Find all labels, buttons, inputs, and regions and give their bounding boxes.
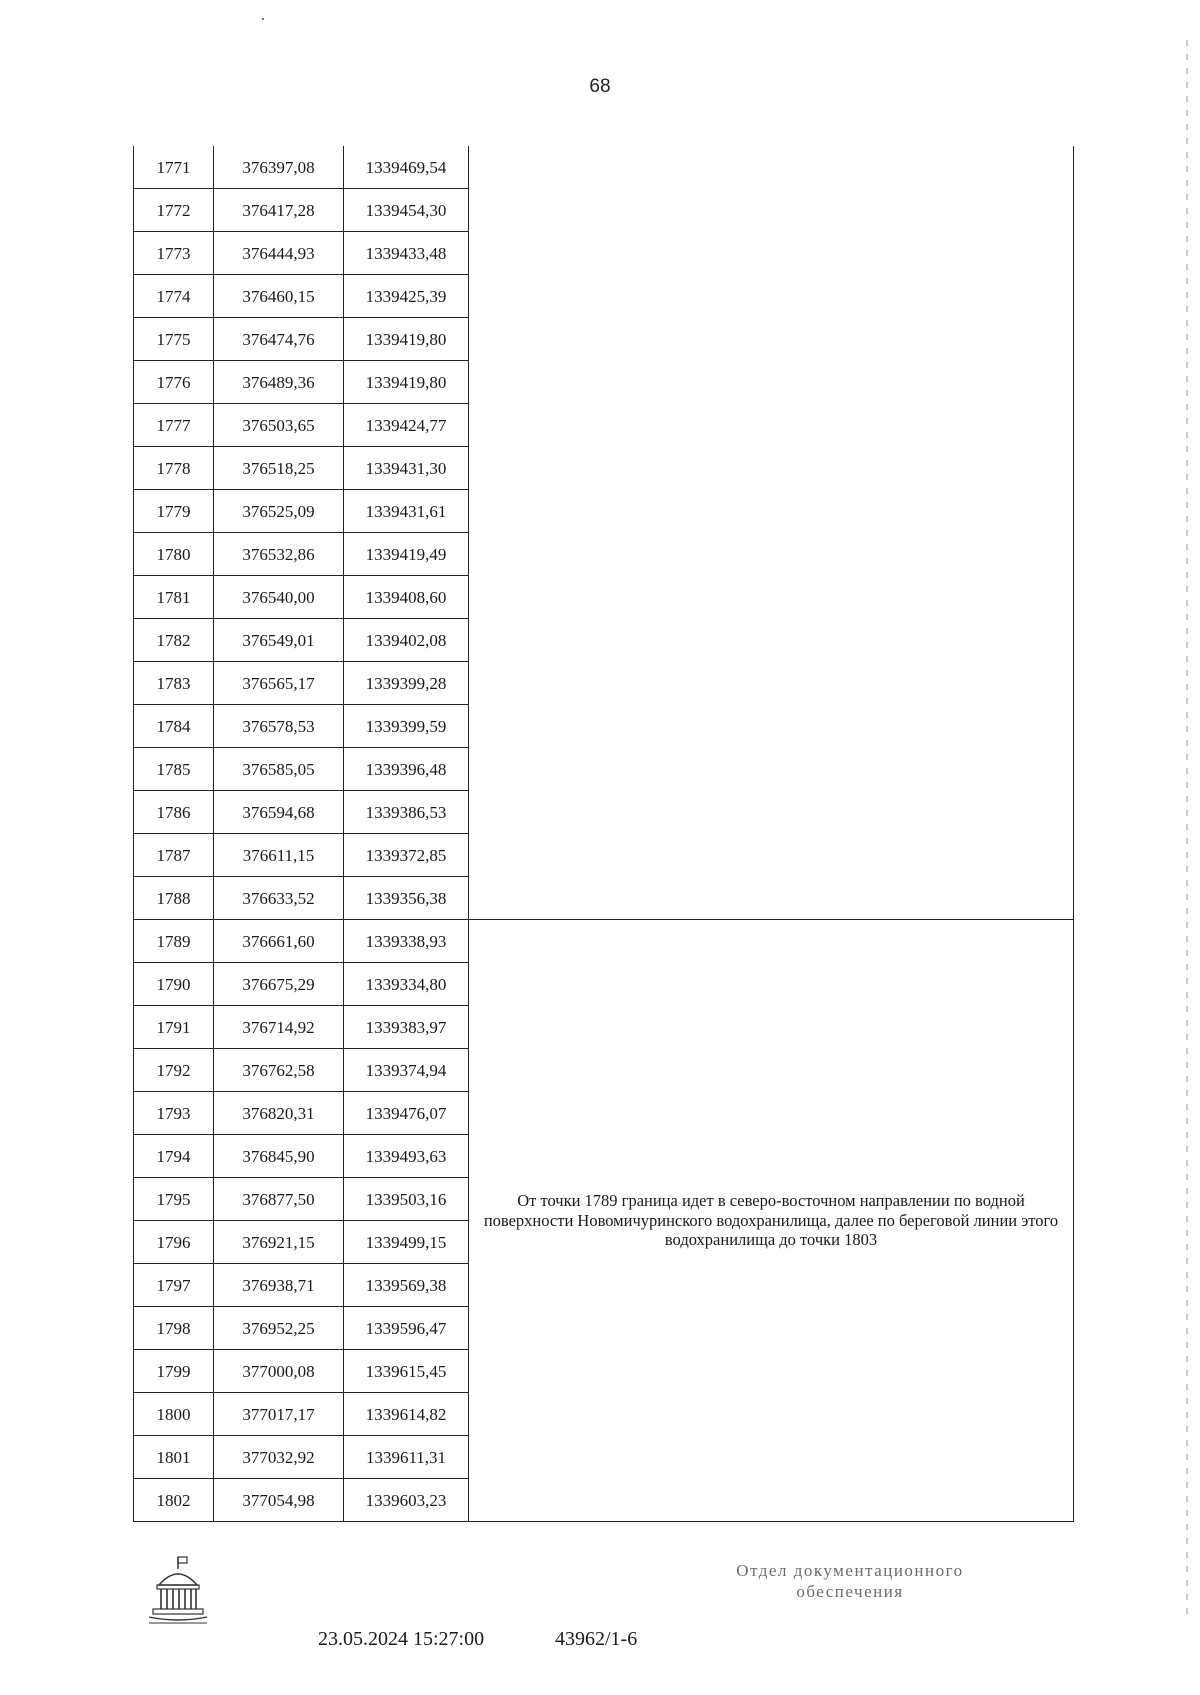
point-number-cell: 1792 bbox=[134, 1049, 214, 1092]
footer-datetime: 23.05.2024 15:27:00 bbox=[318, 1628, 485, 1650]
y-coordinate-cell: 1339419,49 bbox=[344, 533, 469, 576]
y-coordinate-cell: 1339399,28 bbox=[344, 662, 469, 705]
y-coordinate-cell: 1339386,53 bbox=[344, 791, 469, 834]
stamp-line-1: Отдел документационного bbox=[736, 1561, 964, 1580]
y-coordinate-cell: 1339493,63 bbox=[344, 1135, 469, 1178]
x-coordinate-cell: 376952,25 bbox=[214, 1307, 344, 1350]
footer-document-number: 43962/1-6 bbox=[555, 1628, 638, 1650]
x-coordinate-cell: 376518,25 bbox=[214, 447, 344, 490]
y-coordinate-cell: 1339424,77 bbox=[344, 404, 469, 447]
y-coordinate-cell: 1339603,23 bbox=[344, 1479, 469, 1522]
point-number-cell: 1778 bbox=[134, 447, 214, 490]
x-coordinate-cell: 376565,17 bbox=[214, 662, 344, 705]
x-coordinate-cell: 376489,36 bbox=[214, 361, 344, 404]
point-number-cell: 1775 bbox=[134, 318, 214, 361]
y-coordinate-cell: 1339454,30 bbox=[344, 189, 469, 232]
point-number-cell: 1801 bbox=[134, 1436, 214, 1479]
point-number-cell: 1772 bbox=[134, 189, 214, 232]
point-number-cell: 1797 bbox=[134, 1264, 214, 1307]
y-coordinate-cell: 1339433,48 bbox=[344, 232, 469, 275]
point-number-cell: 1800 bbox=[134, 1393, 214, 1436]
y-coordinate-cell: 1339334,80 bbox=[344, 963, 469, 1006]
x-coordinate-cell: 376938,71 bbox=[214, 1264, 344, 1307]
point-number-cell: 1789 bbox=[134, 920, 214, 963]
y-coordinate-cell: 1339569,38 bbox=[344, 1264, 469, 1307]
scan-speck bbox=[262, 18, 264, 20]
y-coordinate-cell: 1339396,48 bbox=[344, 748, 469, 791]
previous-description-cell bbox=[469, 146, 1074, 920]
point-number-cell: 1787 bbox=[134, 834, 214, 877]
y-coordinate-cell: 1339499,15 bbox=[344, 1221, 469, 1264]
y-coordinate-cell: 1339615,45 bbox=[344, 1350, 469, 1393]
y-coordinate-cell: 1339419,80 bbox=[344, 318, 469, 361]
x-coordinate-cell: 376397,08 bbox=[214, 146, 344, 189]
x-coordinate-cell: 377054,98 bbox=[214, 1479, 344, 1522]
x-coordinate-cell: 376525,09 bbox=[214, 490, 344, 533]
point-number-cell: 1798 bbox=[134, 1307, 214, 1350]
y-coordinate-cell: 1339383,97 bbox=[344, 1006, 469, 1049]
y-coordinate-cell: 1339372,85 bbox=[344, 834, 469, 877]
point-number-cell: 1788 bbox=[134, 877, 214, 920]
y-coordinate-cell: 1339476,07 bbox=[344, 1092, 469, 1135]
x-coordinate-cell: 376820,31 bbox=[214, 1092, 344, 1135]
x-coordinate-cell: 376578,53 bbox=[214, 705, 344, 748]
x-coordinate-cell: 377000,08 bbox=[214, 1350, 344, 1393]
point-number-cell: 1774 bbox=[134, 275, 214, 318]
x-coordinate-cell: 376594,68 bbox=[214, 791, 344, 834]
x-coordinate-cell: 376845,90 bbox=[214, 1135, 344, 1178]
x-coordinate-cell: 376921,15 bbox=[214, 1221, 344, 1264]
table-row bbox=[134, 146, 1074, 189]
point-number-cell: 1794 bbox=[134, 1135, 214, 1178]
x-coordinate-cell: 377017,17 bbox=[214, 1393, 344, 1436]
x-coordinate-cell: 376714,92 bbox=[214, 1006, 344, 1049]
point-number-cell: 1784 bbox=[134, 705, 214, 748]
point-number-cell: 1771 bbox=[134, 146, 214, 189]
page-number: 68 bbox=[589, 76, 611, 97]
x-coordinate-cell: 376460,15 bbox=[214, 275, 344, 318]
x-coordinate-cell: 376661,60 bbox=[214, 920, 344, 963]
point-number-cell: 1799 bbox=[134, 1350, 214, 1393]
y-coordinate-cell: 1339374,94 bbox=[344, 1049, 469, 1092]
x-coordinate-cell: 376444,93 bbox=[214, 232, 344, 275]
y-coordinate-cell: 1339356,38 bbox=[344, 877, 469, 920]
point-number-cell: 1781 bbox=[134, 576, 214, 619]
coordinates-table bbox=[133, 146, 1074, 1522]
x-coordinate-cell: 376532,86 bbox=[214, 533, 344, 576]
y-coordinate-cell: 1339402,08 bbox=[344, 619, 469, 662]
x-coordinate-cell: 376540,00 bbox=[214, 576, 344, 619]
x-coordinate-cell: 376417,28 bbox=[214, 189, 344, 232]
point-number-cell: 1777 bbox=[134, 404, 214, 447]
y-coordinate-cell: 1339399,59 bbox=[344, 705, 469, 748]
point-number-cell: 1793 bbox=[134, 1092, 214, 1135]
x-coordinate-cell: 376611,15 bbox=[214, 834, 344, 877]
point-number-cell: 1790 bbox=[134, 963, 214, 1006]
table-row bbox=[134, 920, 1074, 963]
parliament-building-seal-icon bbox=[145, 1555, 211, 1627]
point-number-cell: 1773 bbox=[134, 232, 214, 275]
x-coordinate-cell: 376675,29 bbox=[214, 963, 344, 1006]
point-number-cell: 1783 bbox=[134, 662, 214, 705]
x-coordinate-cell: 376474,76 bbox=[214, 318, 344, 361]
stamp-line-2: обеспечения bbox=[796, 1582, 904, 1602]
department-stamp bbox=[690, 1560, 1010, 1603]
point-number-cell: 1776 bbox=[134, 361, 214, 404]
y-coordinate-cell: 1339431,61 bbox=[344, 490, 469, 533]
x-coordinate-cell: 376762,58 bbox=[214, 1049, 344, 1092]
point-number-cell: 1786 bbox=[134, 791, 214, 834]
point-number-cell: 1779 bbox=[134, 490, 214, 533]
y-coordinate-cell: 1339431,30 bbox=[344, 447, 469, 490]
y-coordinate-cell: 1339338,93 bbox=[344, 920, 469, 963]
y-coordinate-cell: 1339596,47 bbox=[344, 1307, 469, 1350]
x-coordinate-cell: 376633,52 bbox=[214, 877, 344, 920]
x-coordinate-cell: 376503,65 bbox=[214, 404, 344, 447]
boundary-description-cell: От точки 1789 граница идет в северо-восточном направлении по водной поверхности Новомичуринского водохранилища, далее по береговой линии этого водохранилища до точки 1803 bbox=[469, 920, 1074, 1522]
x-coordinate-cell: 376549,01 bbox=[214, 619, 344, 662]
point-number-cell: 1802 bbox=[134, 1479, 214, 1522]
y-coordinate-cell: 1339611,31 bbox=[344, 1436, 469, 1479]
coordinates-table-body bbox=[134, 146, 1074, 1522]
point-number-cell: 1796 bbox=[134, 1221, 214, 1264]
point-number-cell: 1795 bbox=[134, 1178, 214, 1221]
x-coordinate-cell: 376877,50 bbox=[214, 1178, 344, 1221]
x-coordinate-cell: 376585,05 bbox=[214, 748, 344, 791]
x-coordinate-cell: 377032,92 bbox=[214, 1436, 344, 1479]
y-coordinate-cell: 1339469,54 bbox=[344, 146, 469, 189]
y-coordinate-cell: 1339503,16 bbox=[344, 1178, 469, 1221]
y-coordinate-cell: 1339419,80 bbox=[344, 361, 469, 404]
point-number-cell: 1791 bbox=[134, 1006, 214, 1049]
y-coordinate-cell: 1339425,39 bbox=[344, 275, 469, 318]
point-number-cell: 1780 bbox=[134, 533, 214, 576]
y-coordinate-cell: 1339408,60 bbox=[344, 576, 469, 619]
y-coordinate-cell: 1339614,82 bbox=[344, 1393, 469, 1436]
scan-edge-artifact bbox=[1186, 40, 1188, 1620]
point-number-cell: 1785 bbox=[134, 748, 214, 791]
point-number-cell: 1782 bbox=[134, 619, 214, 662]
